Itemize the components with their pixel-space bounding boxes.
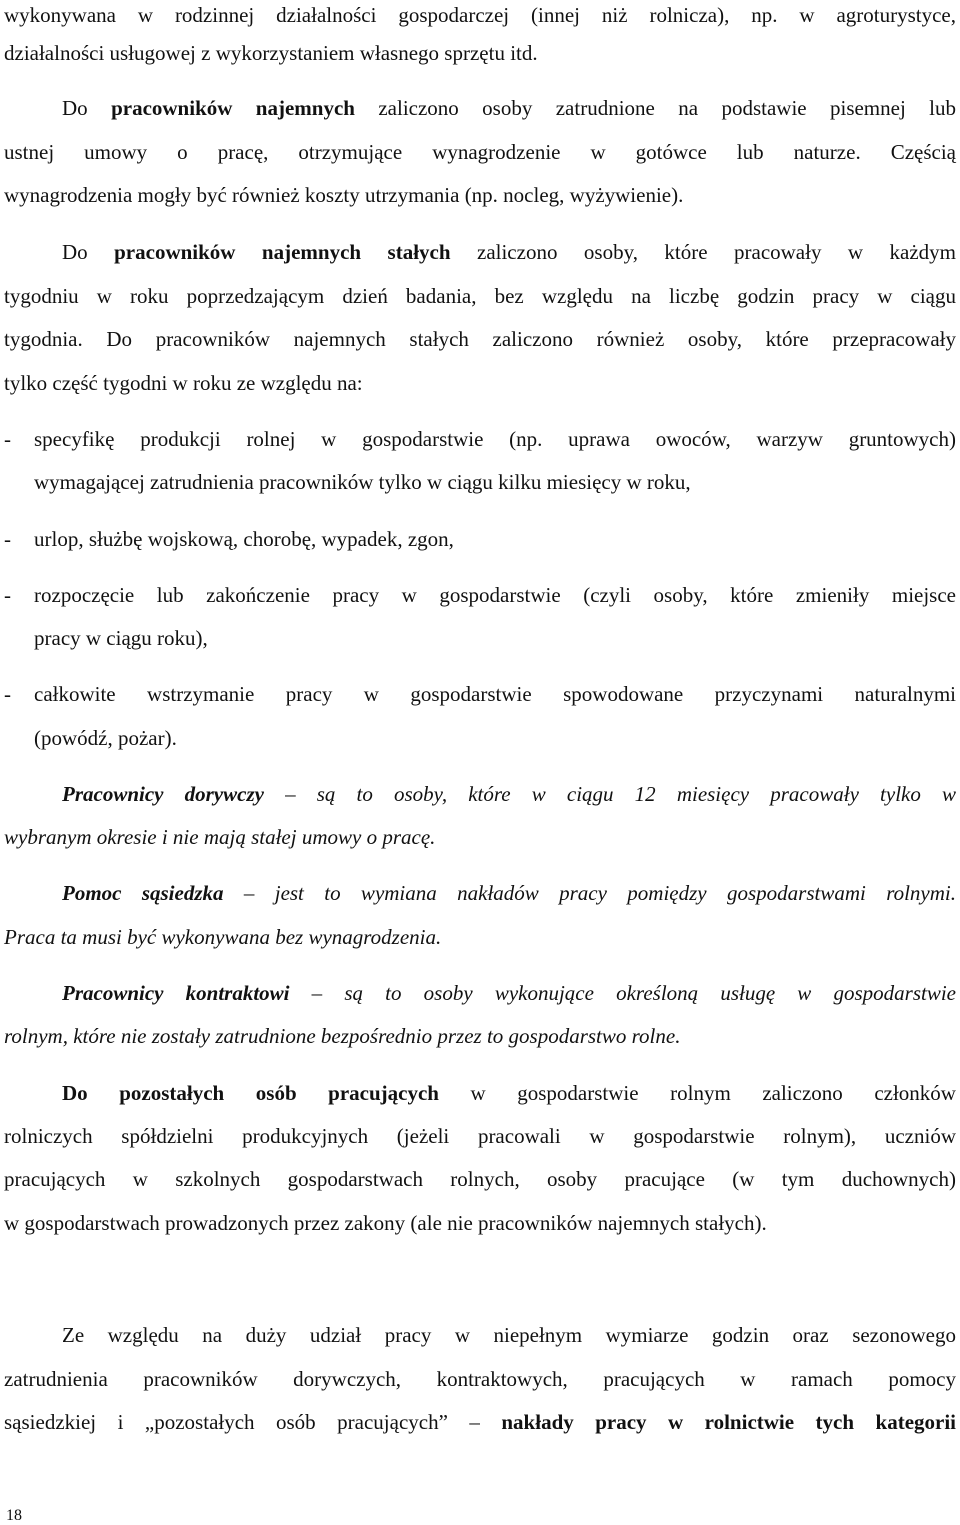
list-item: urlop, służbę wojskową, chorobę, wypadek, zgon, <box>34 527 454 551</box>
paragraph-continued-line: działalności usługowej z wykorzystaniem własnego sprzętu itd. <box>4 41 538 65</box>
paragraph-line <box>4 827 956 853</box>
list-dash: - <box>4 427 11 451</box>
paragraph-line: w gospodarstwach prowadzonych przez zakony (ale nie pracowników najemnych stałych). <box>4 1211 767 1235</box>
page-number: 18 <box>6 1507 22 1524</box>
text-run: – są to osoby wykonujące określoną usługę w gospodarstwie <box>289 981 956 1005</box>
paragraph-line: ustnej umowy o pracę, otrzymujące wynagrodzenie w gotówce lub naturze. Częścią <box>4 140 956 164</box>
term-other-workers: Do pozostałych osób pracujących <box>62 1081 439 1105</box>
text-run: zaliczono osoby, które pracowały w każdym <box>450 240 957 264</box>
emphasis-labour-input: nakłady pracy w rolnictwie tych kategorii <box>501 1410 957 1434</box>
paragraph-line: tygodniu w roku poprzedzającym dzień badania, bez względu na liczbę godzin pracy w ciągu <box>4 284 956 308</box>
term-neighbour-help: Pomoc sąsiedzka <box>62 881 224 905</box>
paragraph-other-workers <box>62 1083 956 1109</box>
list-item: całkowite wstrzymanie pracy w gospodarstwie spowodowane przyczynami naturalnymi <box>34 682 956 706</box>
paragraph-summary: Ze względu na duży udział pracy w niepełnym wymiarze godzin oraz sezonowego <box>62 1323 956 1347</box>
paragraph-line: rolniczych spółdzielni produkcyjnych (jeżeli pracowali w gospodarstwie rolnym), uczniów <box>4 1124 956 1148</box>
text-run: – są to osoby, które w ciągu 12 miesięcy pracowały tylko w <box>263 782 956 806</box>
paragraph-continued-line: wykonywana w rodzinnej działalności gospodarczej (innej niż rolnicza), np. w agroturystyce, <box>4 3 956 27</box>
text-run: wybranym okresie i nie mają stałej umowy o pracę. <box>4 825 436 849</box>
paragraph-line: tygodnia. Do pracowników najemnych stałych zaliczono również osoby, które przepracowały <box>4 327 956 351</box>
term-casual-workers: Pracownicy dorywczy <box>62 782 264 806</box>
paragraph-line: pracujących w szkolnych gospodarstwach rolnych, osoby pracujące (w tym duchownych) <box>4 1167 956 1191</box>
paragraph-hired-workers <box>62 98 956 124</box>
list-item-line: pracy w ciągu roku), <box>34 626 208 650</box>
paragraph-line: tylko część tygodni w roku ze względu na: <box>4 371 363 395</box>
term-contract-workers: Pracownicy kontraktowi <box>62 981 290 1005</box>
list-dash: - <box>4 583 11 607</box>
paragraph-neighbour-help <box>62 883 956 909</box>
text-run: Praca ta musi być wykonywana bez wynagrodzenia. <box>4 925 442 949</box>
paragraph-line <box>4 1026 956 1052</box>
list-dash: - <box>4 682 11 706</box>
paragraph-permanent-workers <box>62 242 956 268</box>
paragraph-line <box>4 927 956 953</box>
paragraph-line <box>4 1412 956 1438</box>
paragraph-casual-workers <box>62 784 956 810</box>
text-run: – jest to wymiana nakładów pracy pomiędzy gospodarstwami rolnymi. <box>223 881 956 905</box>
list-dash: - <box>4 527 11 551</box>
paragraph-line: wynagrodzenia mogły być również koszty utrzymania (np. nocleg, wyżywienie). <box>4 183 684 207</box>
text-run: Do <box>62 96 112 120</box>
paragraph-line: zatrudnienia pracowników dorywczych, kontraktowych, pracujących w ramach pomocy <box>4 1367 956 1391</box>
text-run: w gospodarstwie rolnym zaliczono członków <box>438 1081 956 1105</box>
list-item: specyfikę produkcji rolnej w gospodarstwie (np. uprawa owoców, warzyw gruntowych) <box>34 427 956 451</box>
term-permanent-workers: pracowników najemnych stałych <box>114 240 451 264</box>
list-item-line: wymagającej zatrudnienia pracowników tylko w ciągu kilku miesięcy w roku, <box>34 470 691 494</box>
text-run: rolnym, które nie zostały zatrudnione bezpośrednio przez to gospodarstwo rolne. <box>4 1024 681 1048</box>
paragraph-contract-workers <box>62 983 956 1009</box>
list-item: rozpoczęcie lub zakończenie pracy w gospodarstwie (czyli osoby, które zmieniły miejsce <box>34 583 956 607</box>
text-run: Do <box>62 240 115 264</box>
list-item-line: (powódź, pożar). <box>34 726 177 750</box>
text-run: sąsiedzkiej i „pozostałych osób pracujących” – <box>4 1410 502 1434</box>
term-hired-workers: pracowników najemnych <box>111 96 355 120</box>
text-run: zaliczono osoby zatrudnione na podstawie pisemnej lub <box>354 96 957 120</box>
